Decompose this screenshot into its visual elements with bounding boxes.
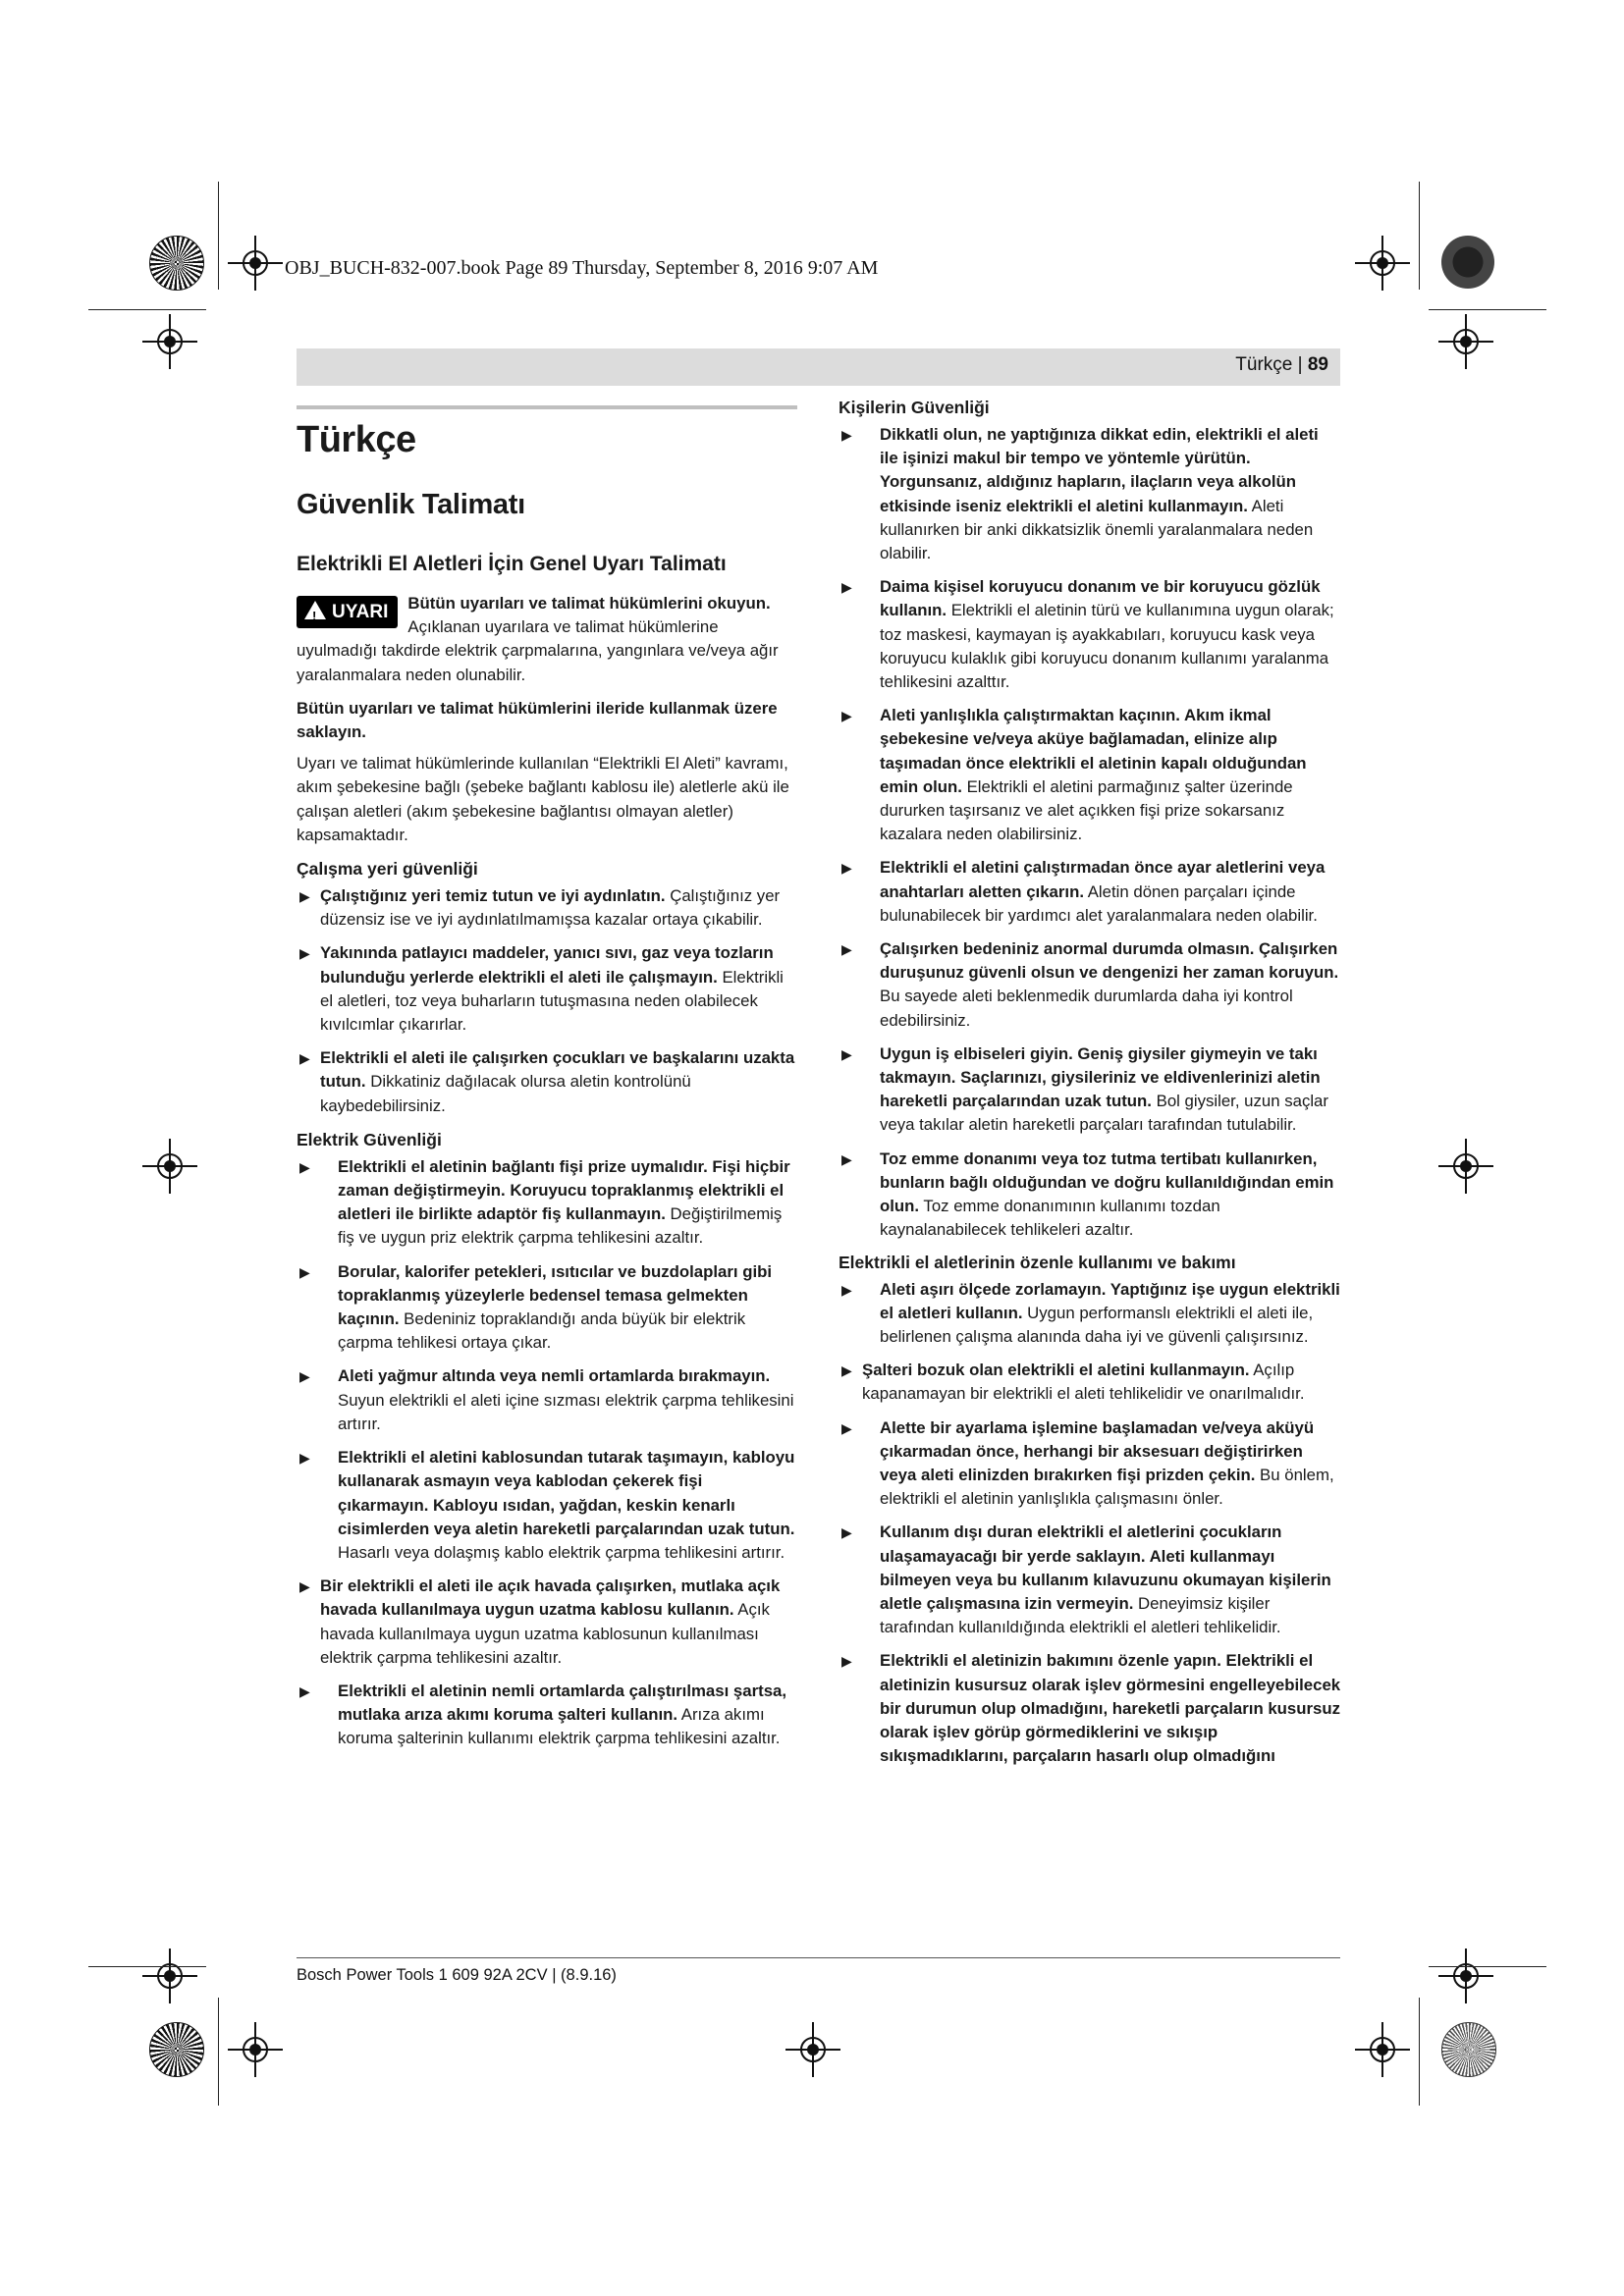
crop-line bbox=[88, 1966, 206, 1967]
bullet-arrow-icon: ▶ bbox=[299, 888, 310, 905]
registration-mark-icon bbox=[1438, 1949, 1493, 2003]
list-item: ▶ Alette bir ayarlama işlemine başlamadan ve/veya aküyü çıkarmadan önce, herhangi bir aksesuarı değiştirirken veya aleti elinizden bırakırken fişi prizden çekin. Bu önlem, elektrikli el aletinin yanlışlıkla çalışmasını önler. bbox=[841, 1417, 1334, 1509]
page-title: Türkçe bbox=[297, 419, 416, 460]
list-item: ▶ Elektrikli el aletinin bağlantı fişi prize uymalıdır. Fişi hiçbir zaman değiştirmeyin. Koruyucu topraklanmış elektrikli el aletleri ile birlikte adaptör fiş kullanmayın. Değiştirilmemiş fiş ve uygun priz elektrik çarpma tehlikesini azaltır. bbox=[299, 1156, 790, 1248]
page-header-bar bbox=[297, 348, 1340, 386]
bullet-arrow-icon: ▶ bbox=[841, 427, 852, 443]
list-item: ▶ Toz emme donanımı veya toz tutma tertibatı kullanırken, bunların bağlı olduğundan ve doğru kullanıldığından emin olun. Toz emme donanımının kullanımı tozdan kaynalanabilecek tehlikeleri azaltır. bbox=[841, 1148, 1334, 1240]
list-item: ▶ Çalışırken bedeniniz anormal durumda olmasın. Çalışırken duruşunuz güvenli olsun ve dengenizi her zaman koruyun. Bu sayede aleti beklenmedik durumlarda daha iyi kontrol edebilirsiniz. bbox=[841, 939, 1339, 1030]
work-area-list bbox=[297, 884, 797, 1118]
crop-line bbox=[218, 1998, 219, 2106]
bullet-arrow-icon: ▶ bbox=[299, 1578, 310, 1595]
list-item: ▶ Elektrikli el aletini kablosundan tutarak taşımayın, kabloyu kullanarak asmayın veya kablodan çekerek fişi çıkarmayın. Kabloyu ısıdan, yağdan, keskin kenarlı cisimlerden veya aletin hareketli parçalarından uzak tutun. Hasarlı veya dolaşmış kablo elektrik çarpma tehlikesini artırır. bbox=[299, 1448, 795, 1562]
registration-mark-icon bbox=[1355, 2022, 1410, 2077]
color-bar-star-icon bbox=[149, 236, 204, 291]
color-bar-star-icon bbox=[149, 2022, 204, 2077]
color-bar-star-icon bbox=[1441, 236, 1494, 289]
bullet-arrow-icon: ▶ bbox=[841, 1150, 852, 1167]
bullet-arrow-icon: ▶ bbox=[841, 1653, 852, 1670]
bullet-arrow-icon: ▶ bbox=[299, 945, 310, 962]
bullet-arrow-icon: ▶ bbox=[299, 1682, 310, 1699]
registration-mark-icon bbox=[1355, 236, 1410, 291]
warning-triangle-icon bbox=[304, 601, 326, 623]
electrical-heading: Elektrik Güvenliği bbox=[297, 1129, 442, 1149]
warning-badge-label: UYARI bbox=[332, 602, 389, 622]
list-item: ▶ Şalteri bozuk olan elektrikli el aletini kullanmayın. Açılıp kapanamayan bir elektrikli el aleti tehlikelidir ve onarılmalıdır. bbox=[841, 1361, 1305, 1404]
crop-line bbox=[1429, 309, 1546, 310]
bullet-arrow-icon: ▶ bbox=[841, 708, 852, 724]
bullet-arrow-icon: ▶ bbox=[841, 579, 852, 596]
keep-instructions-note: Bütün uyarıları ve talimat hükümlerini ileride kullanmak üzere saklayın. bbox=[297, 698, 778, 742]
registration-mark-icon bbox=[142, 314, 197, 369]
personal-safety-list bbox=[839, 423, 1341, 1243]
subsection-title: Elektrikli El Aletleri İçin Genel Uyarı Talimatı bbox=[297, 553, 727, 575]
crop-line bbox=[88, 309, 206, 310]
bullet-arrow-icon: ▶ bbox=[841, 1362, 852, 1379]
list-item: ▶ Aleti aşırı ölçede zorlamayın. Yaptığınız işe uygun elektrikli el aletleri kullanın. Uygun performanslı elektrikli el aleti ile, belirlenen çalışma alanında daha iyi ve güvenli çalışırsınız. bbox=[841, 1279, 1340, 1346]
work-area-section bbox=[297, 859, 797, 1118]
list-item: ▶ Kullanım dışı duran elektrikli el aletlerini çocukların ulaşamayacağı bir yerde saklayın. Aleti kullanmayı bilmeyen veya bu kullanım kılavuzunu okumayan kişilerin aletle çalışmasına izin vermeyin. Deneyimsiz kişiler tarafından kullanıldığında elektrikli el aletleri tehlikelidir. bbox=[841, 1522, 1331, 1637]
list-item: ▶ Dikkatli olun, ne yaptığınıza dikkat edin, elektrikli el aleti ile işinizi makul bir tempo ve yöntemle yürütün. Yorgunsanız, aldığınız hapların, ilaçların veya alkolün etkisinde iseniz elektrikli el aletini kullanmayın. Aleti kullanırken bir anki dikkatsizlik önemli yaralanmalara neden olabilir. bbox=[841, 425, 1319, 563]
registration-mark-icon bbox=[785, 2022, 840, 2077]
bullet-arrow-icon: ▶ bbox=[299, 1263, 310, 1280]
list-item: ▶ Yakınında patlayıcı maddeler, yanıcı sıvı, gaz veya tozların bulunduğu yerlerde elektrikli el aleti ile çalışmayın. Elektrikli el aletleri, toz veya buharların tutuşmasına neden olabilecek kıvılcımlar çıkarırlar. bbox=[299, 943, 784, 1035]
list-item: ▶ Elektrikli el aletinin nemli ortamlarda çalıştırılması şartsa, mutlaka arıza akımı koruma şalteri kullanın. Arıza akımı koruma şalterinin kullanımı elektrik çarpma tehlikesini azaltır. bbox=[299, 1681, 787, 1748]
careful-use-section bbox=[839, 1253, 1341, 1769]
right-column bbox=[839, 398, 1341, 1778]
list-item: ▶ Borular, kalorifer petekleri, ısıtıcılar ve buzdolapları gibi topraklanmış yüzeylerle bedensel temasa gelmekten kaçının. Bedeniniz topraklandığı anda büyük bir elektrik çarpma tehlikesi ortaya çıkar. bbox=[299, 1261, 773, 1353]
list-item: ▶ Aleti yağmur altında veya nemli ortamlarda bırakmayın. Suyun elektrikli el aleti içine sızması elektrik çarpma tehlikesini artırır. bbox=[299, 1366, 794, 1433]
page-footer: Bosch Power Tools 1 609 92A 2CV | (8.9.16) bbox=[297, 1966, 617, 1984]
bullet-arrow-icon: ▶ bbox=[299, 1450, 310, 1467]
registration-mark-icon bbox=[142, 1139, 197, 1194]
work-area-heading: Çalışma yeri güvenliği bbox=[297, 859, 478, 880]
bullet-arrow-icon: ▶ bbox=[841, 941, 852, 958]
crop-line bbox=[1429, 1966, 1546, 1967]
electrical-section bbox=[297, 1130, 797, 1751]
print-slug: OBJ_BUCH-832-007.book Page 89 Thursday, September 8, 2016 9:07 AM bbox=[285, 257, 879, 279]
warning-block bbox=[297, 592, 797, 693]
electrical-list bbox=[297, 1155, 797, 1751]
list-item: ▶ Daima kişisel koruyucu donanım ve bir koruyucu gözlük kullanın. Elektrikli el aletinin türü ve kullanımına uygun olarak; toz maskesi, kaymayan iş ayakkabıları, koruyucu kask veya koruyucu kulaklık gibi koruyucu donanım kullanımı yaralanma tehlikesini azalttır. bbox=[841, 577, 1334, 692]
registration-mark-icon bbox=[1438, 1139, 1493, 1194]
color-bar-star-icon bbox=[1441, 2022, 1496, 2077]
list-item: ▶ Elektrikli el aletinizin bakımını özenle yapın. Elektrikli el aletinizin kusursuz olarak işlev görmesini engelleyebilecek bir durumun olup olmadığını, hareketli parçaların kusursuz olarak işlev görüp görmediklerini ve sıkışıp sıkışmadıklarını, parçaların hasarlı olup olmadığını bbox=[841, 1651, 1341, 1766]
warning-exclamation: ! bbox=[312, 609, 317, 623]
bullet-arrow-icon: ▶ bbox=[841, 1281, 852, 1298]
list-item: ▶ Elektrikli el aletini çalıştırmadan önce ayar aletlerini veya anahtarları aletten çıkarın. Aletin dönen parçaları içinde bulunabilecek bir yardımcı alet yaralanmalara neden olabilir. bbox=[841, 858, 1326, 925]
bullet-arrow-icon: ▶ bbox=[299, 1050, 310, 1067]
header-separator: | bbox=[1297, 354, 1303, 375]
definition-paragraph: Uyarı ve talimat hükümlerinde kullanılan “Elektrikli El Aleti” kavramı, akım şebekesine bağlı (şebeke bağlantı kablosu ile) aletlerle akü ile çalışan aletleri (akım şebekesine bağlantısı olmayan aletler) kapsamaktadır. bbox=[297, 754, 789, 844]
personal-safety-heading: Kişilerin Güvenliği bbox=[839, 398, 990, 417]
warning-text: Bütün uyarıları ve talimat hükümlerini okuyun. Açıklanan uyarılara ve talimat hükümlerine uyulmadığı takdirde elektrik çarpmalarına, yangınlara ve/veya ağır yaralanmalara neden olunabilir. bbox=[297, 594, 779, 684]
bullet-arrow-icon: ▶ bbox=[299, 1158, 310, 1175]
list-item: ▶ Çalıştığınız yeri temiz tutun ve iyi aydınlatın. Çalıştığınız yer düzensiz ise ve iyi aydınlatılmamışsa kazalar ortaya çıkabilir. bbox=[299, 886, 781, 930]
bullet-arrow-icon: ▶ bbox=[841, 860, 852, 877]
bullet-arrow-icon: ▶ bbox=[841, 1045, 852, 1062]
bullet-arrow-icon: ▶ bbox=[841, 1524, 852, 1541]
list-item: ▶ Aleti yanlışlıkla çalıştırmaktan kaçının. Akım ikmal şebekesine ve/veya aküye bağlamadan, elinize alıp taşımadan önce elektrikli el aletinin kapalı olduğundan emin olun. Elektrikli el aletini parmağınız şalter üzerinde dururken taşırsanız ve alet açıkken fişi prize sokarsanız kazalara neden olabilirsiniz. bbox=[841, 706, 1307, 844]
registration-mark-icon bbox=[1438, 314, 1493, 369]
list-item: ▶ Bir elektrikli el aleti ile açık havada çalışırken, mutlaka açık havada kullanılmaya uygun uzatma kablosu kullanın. Açık havada kullanılmaya uygun uzatma kablosunun kullanılması elektrik çarpma tehlikesini azaltır. bbox=[299, 1576, 781, 1667]
bullet-arrow-icon: ▶ bbox=[841, 1419, 852, 1436]
registration-mark-icon bbox=[228, 236, 283, 291]
page-number: 89 bbox=[1307, 354, 1328, 375]
crop-line bbox=[1419, 1998, 1420, 2106]
list-item: ▶ Uygun iş elbiseleri giyin. Geniş giysiler giymeyin ve takı takmayın. Saçlarınızı, giysileriniz ve eldivenlerinizi aletin hareketli parçalarından uzak tutun. Bol giysiler, uzun saçlar veya takılar aletin hareketli parçaları tarafından tutulabilir. bbox=[841, 1043, 1328, 1135]
list-item: ▶ Elektrikli el aleti ile çalışırken çocukları ve başkalarını uzakta tutun. Dikkatiniz dağılacak olursa aletin kontrolünü kaybedebilirsiniz. bbox=[299, 1048, 795, 1115]
registration-mark-icon bbox=[142, 1949, 197, 2003]
registration-mark-icon bbox=[228, 2022, 283, 2077]
warning-badge bbox=[297, 596, 398, 628]
header-language: Türkçe bbox=[1235, 354, 1293, 375]
title-rule bbox=[297, 405, 797, 409]
section-title: Güvenlik Talimatı bbox=[297, 489, 525, 520]
left-column bbox=[297, 398, 797, 1761]
crop-line bbox=[218, 182, 219, 290]
page-header bbox=[1235, 354, 1328, 376]
bullet-arrow-icon: ▶ bbox=[299, 1368, 310, 1385]
careful-use-list bbox=[839, 1278, 1341, 1769]
crop-line bbox=[1419, 182, 1420, 290]
footer-rule bbox=[297, 1957, 1340, 1958]
careful-use-heading: Elektrikli el aletlerinin özenle kullanımı ve bakımı bbox=[839, 1252, 1236, 1272]
